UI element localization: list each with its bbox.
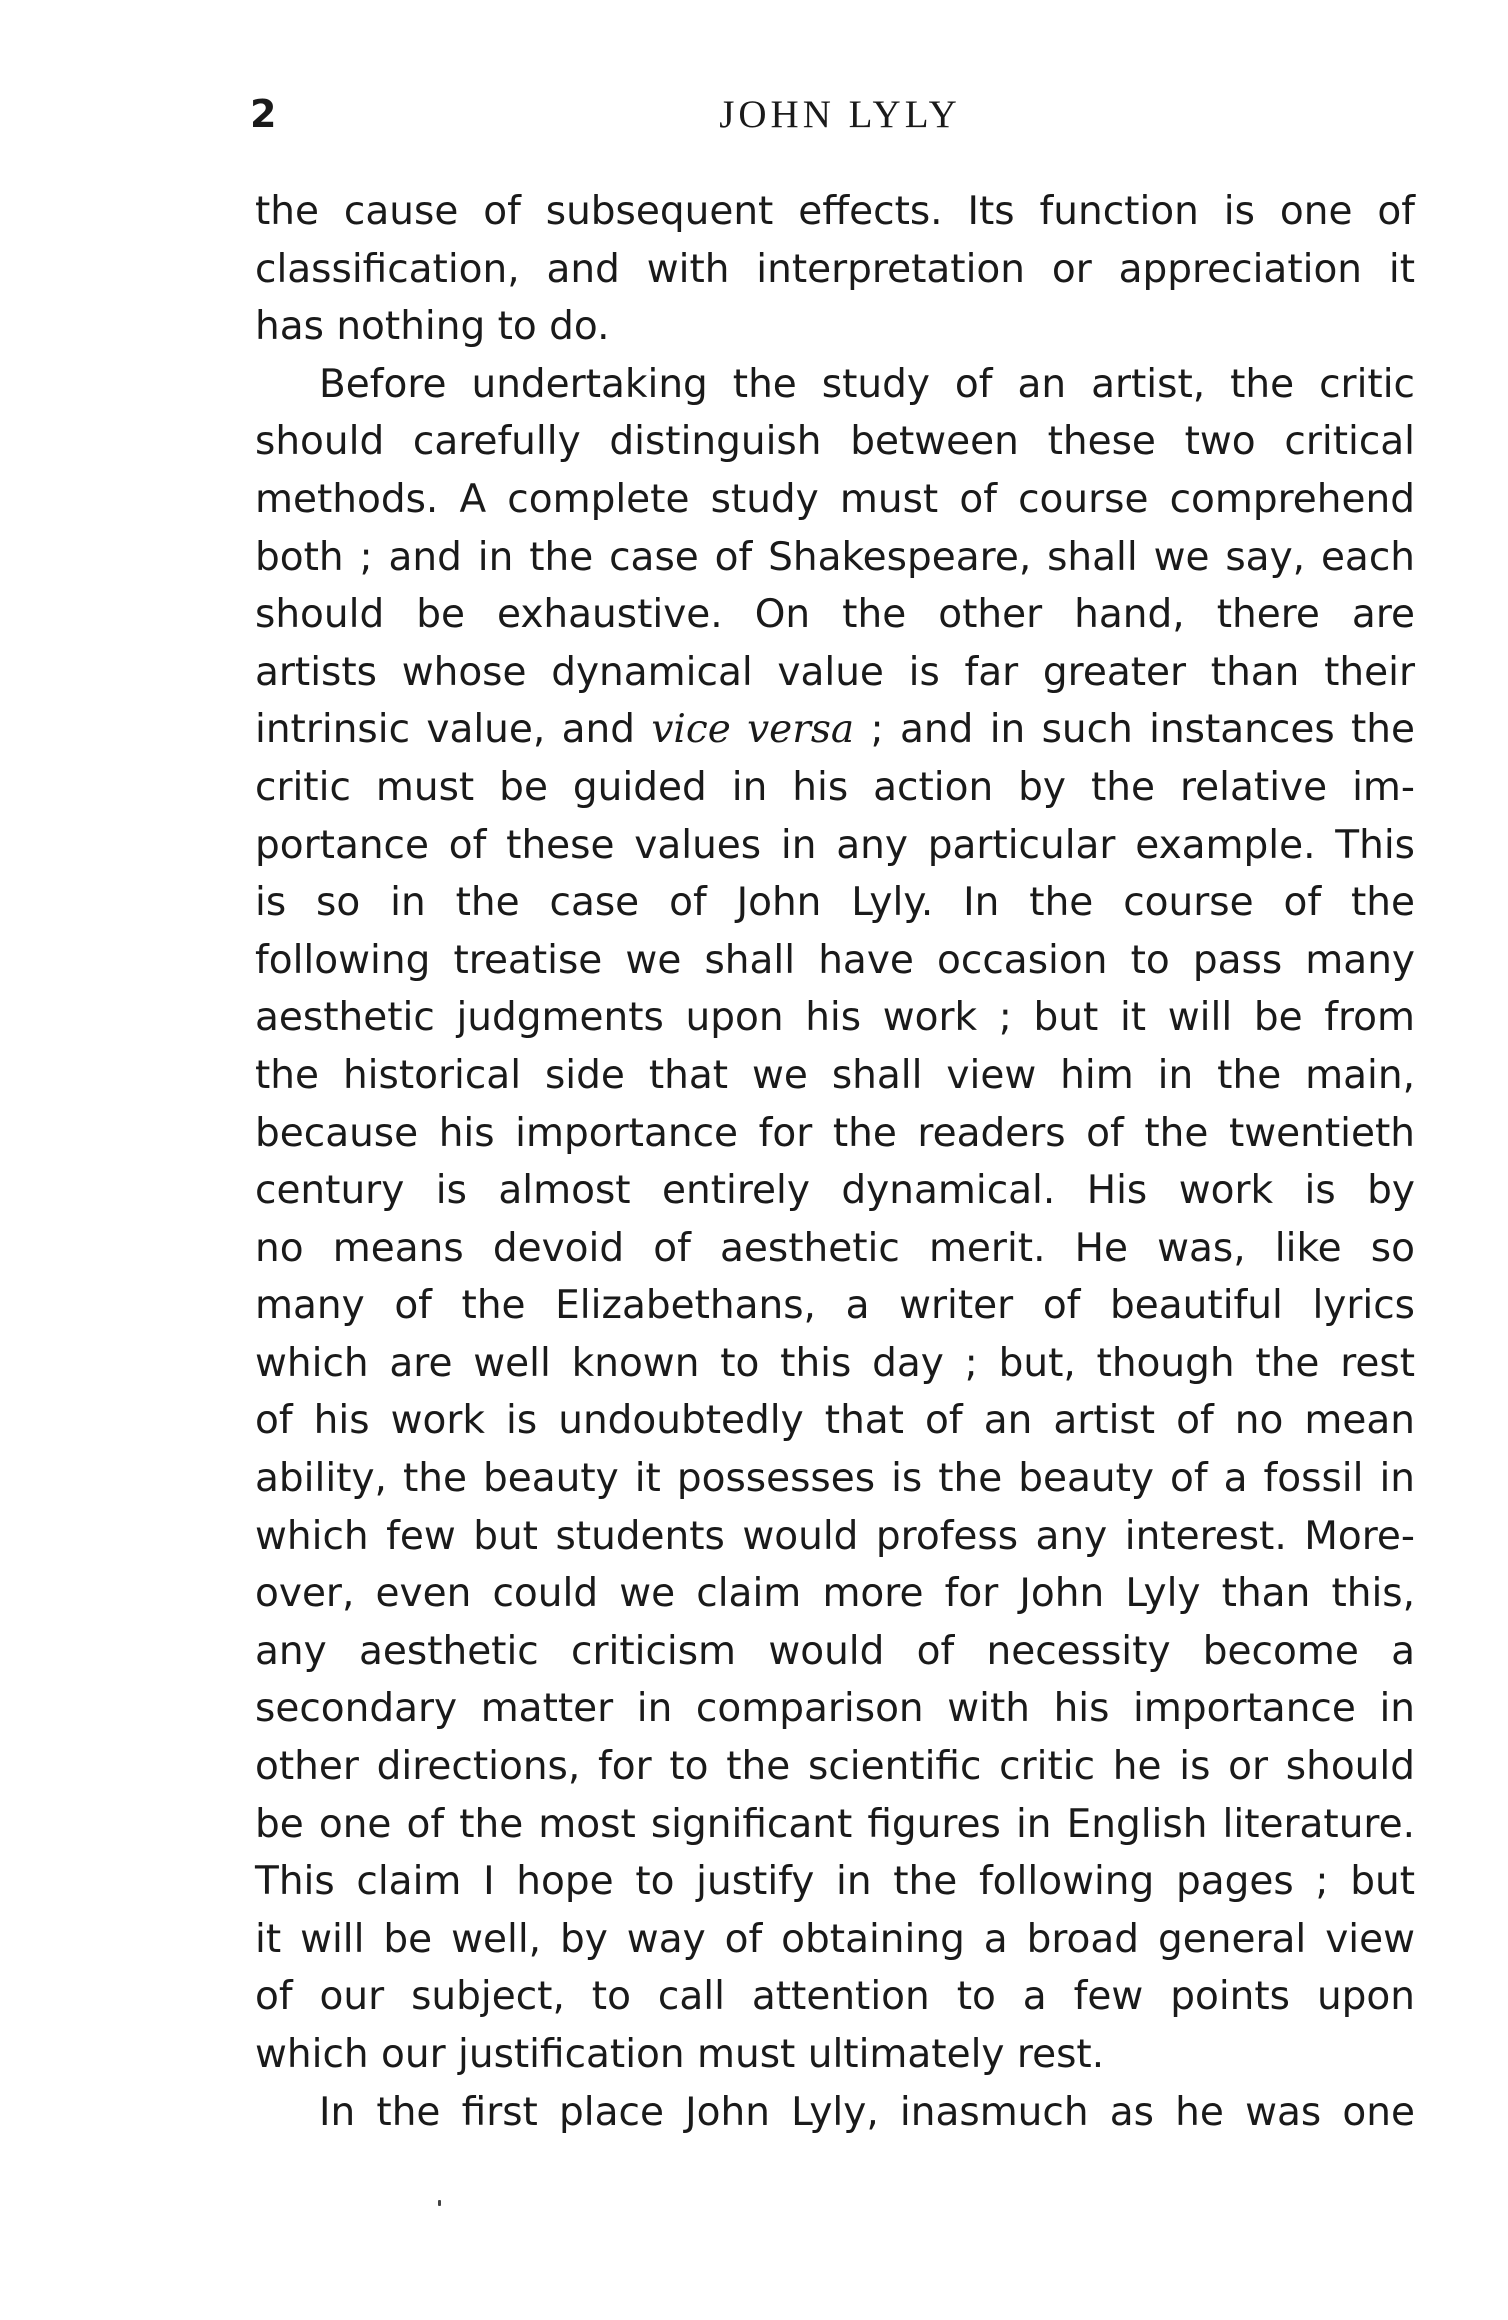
text-line: the historical side that we shall view him in the main,: [255, 1052, 1415, 1098]
text-line: other directions, for to the scientific critic he is or should: [255, 1744, 1415, 1790]
running-title: JOHN LYLY: [719, 93, 961, 136]
text-line: ability, the beauty it possesses is the beauty of a fossil in: [255, 1456, 1415, 1502]
body-text: [255, 183, 1415, 2141]
text-line: any aesthetic criticism would of necessity become a: [255, 1628, 1415, 1674]
text-line: should be exhaustive. On the other hand, there are: [255, 592, 1415, 638]
text-line: artists whose dynamical value is far greater than their: [255, 649, 1415, 695]
text-line: of his work is undoubtedly that of an artist of no mean: [255, 1398, 1415, 1444]
text-line: because his importance for the readers of the twentieth: [255, 1110, 1415, 1156]
print-speck: [438, 2200, 441, 2206]
text-line: is so in the case of John Lyly. In the course of the: [255, 880, 1415, 926]
text-line: the cause of subsequent effects. Its function is one of: [255, 189, 1415, 234]
text-line: which are well known to this day ; but, though the rest: [255, 1340, 1415, 1386]
text-line: classification, and with interpretation or appreciation it: [255, 246, 1415, 292]
text-line: both ; and in the case of Shakespeare, shall we say, each: [255, 534, 1415, 580]
text-line: In the first place John Lyly, inasmuch as he was one: [319, 2089, 1415, 2135]
text-line: portance of these values in any particular example. This: [255, 822, 1415, 868]
text-line: methods. A complete study must of course comprehend: [255, 476, 1415, 522]
text-line: it will be well, by way of obtaining a broad general view: [255, 1916, 1415, 1962]
text-line: aesthetic judgments upon his work ; but it will be from: [255, 995, 1415, 1041]
text-line: Before undertaking the study of an artist, the critic: [319, 361, 1415, 407]
text-line: no means devoid of aesthetic merit. He was, like so: [255, 1225, 1415, 1271]
text-line: be one of the most significant figures in English literature.: [255, 1801, 1415, 1847]
text-line: over, even could we claim more for John Lyly than this,: [255, 1571, 1415, 1617]
text-line: intrinsic value, and vice versa ; and in such instances the: [255, 707, 1416, 753]
text-line: following treatise we shall have occasion to pass many: [255, 937, 1415, 983]
text-line: which our justification must ultimately rest.: [255, 2032, 1105, 2077]
text-line: critic must be guided in his action by the relative im-: [255, 764, 1415, 810]
text-line: of our subject, to call attention to a few points upon: [255, 1974, 1415, 2020]
text-line: secondary matter in comparison with his importance in: [255, 1686, 1415, 1732]
text-line: many of the Elizabethans, a writer of beautiful lyrics: [255, 1283, 1415, 1329]
text-line: This claim I hope to justify in the following pages ; but: [255, 1859, 1415, 1905]
text-line: should carefully distinguish between these two critical: [255, 419, 1415, 465]
italic-phrase: vice versa: [651, 707, 855, 753]
text-line: which few but students would profess any interest. More-: [255, 1513, 1415, 1559]
text-line: century is almost entirely dynamical. His work is by: [255, 1168, 1415, 1214]
page-number: 2: [250, 92, 277, 136]
text-line: has nothing to do.: [255, 304, 610, 350]
